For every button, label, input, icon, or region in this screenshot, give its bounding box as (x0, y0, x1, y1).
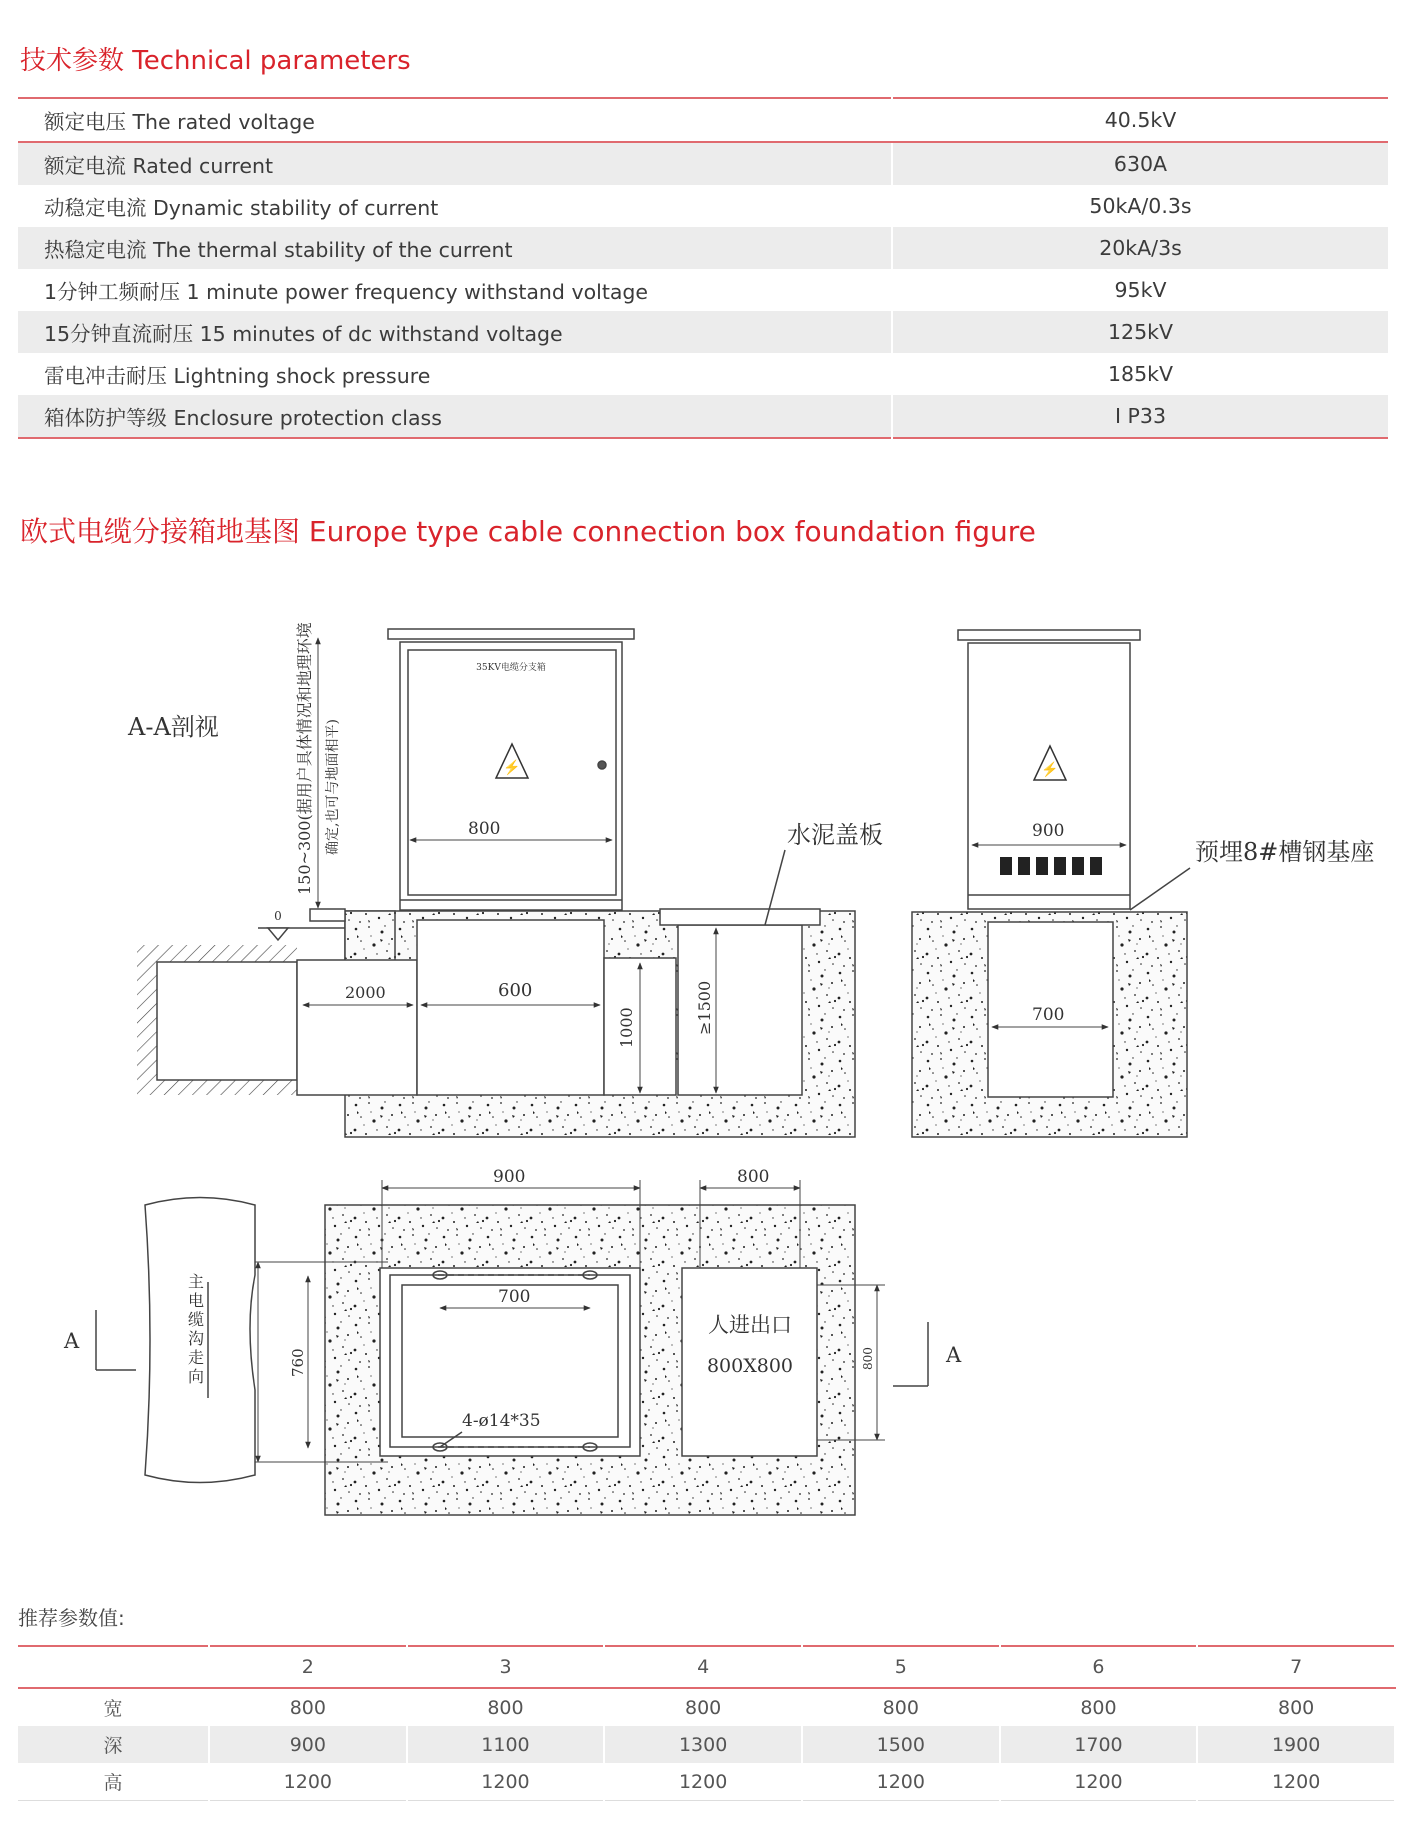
figure-title: 欧式电缆分接箱地基图 Europe type cable connection box foundation figure (20, 515, 1036, 548)
param-label: 箱体防护等级 Enclosure protection class (18, 395, 892, 438)
table-cell: 1200 (1000, 1763, 1198, 1801)
tech-params-table (18, 97, 1388, 439)
dim-700-side: 700 (1032, 1005, 1065, 1025)
param-value: I P33 (892, 395, 1388, 438)
param-label: 雷电冲击耐压 Lightning shock pressure (18, 353, 892, 395)
table-row (18, 1688, 1395, 1726)
table-row (18, 311, 1388, 353)
table-cell: 1300 (604, 1726, 802, 1763)
box-label: 35KV电缆分支箱 (476, 663, 546, 673)
param-label: 动稳定电流 Dynamic stability of current (18, 185, 892, 227)
param-value: 40.5kV (892, 98, 1388, 142)
param-label: 额定电压 The rated voltage (18, 98, 892, 142)
table-cell: 1200 (407, 1763, 605, 1801)
param-label: 额定电流 Rated current (18, 142, 892, 185)
param-value: 630A (892, 142, 1388, 185)
table-row (18, 269, 1388, 311)
plan-dim-760: 760 (289, 1348, 307, 1377)
base-label: 预埋8#槽钢基座 (1195, 838, 1375, 866)
table-row (18, 227, 1388, 269)
param-value: 50kA/0.3s (1089, 194, 1192, 218)
table-cell: 800 (1197, 1688, 1395, 1726)
table-cell: 800 (802, 1688, 1000, 1726)
table-row (18, 395, 1388, 438)
table-row (18, 1763, 1395, 1801)
column-header: 3 (407, 1646, 605, 1688)
param-value: 185kV (1107, 362, 1174, 386)
row-label: 宽 (18, 1688, 209, 1726)
ground-mark: 0 (274, 909, 282, 923)
param-label: 15分钟直流耐压 15 minutes of dc withstand voltage (18, 311, 892, 353)
row-label: 高 (18, 1763, 209, 1801)
tech-params-title: 技术参数 Technical parameters (20, 46, 411, 76)
entrance-size: 800X800 (706, 1355, 794, 1377)
table-cell: 1200 (1197, 1763, 1395, 1801)
dim-800-box: 800 (468, 819, 501, 839)
table-cell: 1900 (1197, 1726, 1395, 1763)
table-row (18, 142, 1388, 185)
table-cell: 1200 (802, 1763, 1000, 1801)
dim-900-side: 900 (1032, 821, 1065, 841)
table-row (18, 1726, 1395, 1763)
param-value: 20kA/3s (892, 227, 1388, 269)
section-marker-left: A (64, 1329, 80, 1353)
section-marker-right: A (946, 1343, 962, 1367)
header-blank (18, 1646, 209, 1688)
height-note-1: 150~300(据用户具体情况和地理环境 (295, 622, 314, 895)
table-cell: 800 (1000, 1688, 1198, 1726)
column-header: 5 (802, 1646, 1000, 1688)
column-header: 4 (604, 1646, 802, 1688)
table-cell: 900 (209, 1726, 407, 1763)
table-cell: 1100 (407, 1726, 605, 1763)
table-cell: 800 (209, 1688, 407, 1726)
table-cell: 800 (407, 1688, 605, 1726)
param-value: 125kV (892, 311, 1388, 353)
table-cell: 1700 (1000, 1726, 1198, 1763)
table-row (18, 185, 1388, 227)
plan-view (63, 1167, 962, 1515)
section-label: A-A剖视 (128, 713, 219, 741)
column-header: 7 (1197, 1646, 1395, 1688)
param-label: 热稳定电流 The thermal stability of the current (18, 227, 892, 269)
column-header: 6 (1000, 1646, 1198, 1688)
param-label: 1分钟工频耐压 1 minute power frequency withstand voltage (18, 269, 892, 311)
entrance-label: 人进出口 (708, 1313, 792, 1337)
table-cell: 1500 (802, 1726, 1000, 1763)
cover-label: 水泥盖板 (787, 821, 883, 849)
table-cell: 1200 (604, 1763, 802, 1801)
dim-1000: 1000 (617, 1007, 636, 1048)
plan-dim-800-top: 800 (737, 1167, 770, 1187)
dim-600: 600 (498, 980, 533, 1001)
trench-label (188, 1272, 204, 1386)
table-row (18, 353, 1388, 395)
foundation-drawing (0, 560, 1408, 1570)
hole-label: 4-ø14*35 (462, 1411, 541, 1431)
plan-dim-900: 900 (493, 1167, 526, 1187)
table-cell: 800 (604, 1688, 802, 1726)
height-note-2: 确定,也可与地面相平) (325, 719, 341, 855)
column-header: 2 (209, 1646, 407, 1688)
svg-text:主电缆沟走向: 主电缆沟走向 (188, 1272, 205, 1386)
recommended-title: 推荐参数值: (18, 1606, 125, 1630)
param-value: 95kV (1114, 278, 1167, 302)
warning-glyph: ⚡ (1041, 762, 1059, 778)
warning-glyph: ⚡ (503, 760, 521, 776)
table-row (18, 98, 1388, 142)
row-label: 深 (18, 1726, 209, 1763)
plan-dim-800-right: 800 (861, 1347, 875, 1370)
dim-2000: 2000 (345, 983, 386, 1002)
dim-1500: ≥1500 (695, 980, 714, 1035)
table-cell: 1200 (209, 1763, 407, 1801)
section-view (127, 622, 883, 1137)
recommended-table (18, 1645, 1396, 1801)
plan-dim-700: 700 (498, 1287, 531, 1307)
side-view (912, 630, 1374, 1137)
table-header-row (18, 1646, 1395, 1688)
